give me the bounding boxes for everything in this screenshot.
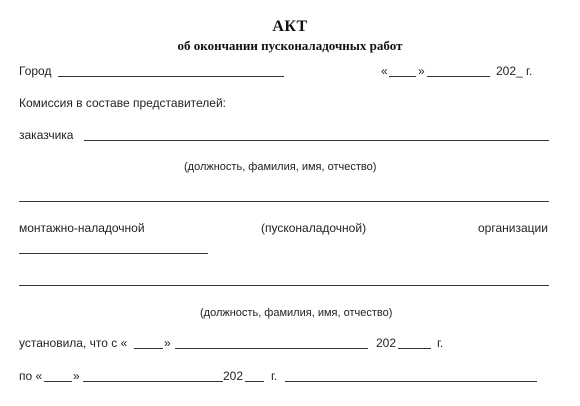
city-blank[interactable] <box>58 76 284 77</box>
established-day-blank[interactable] <box>134 348 163 349</box>
org-word-1: монтажно-наладочной <box>19 221 145 235</box>
until-year-suffix: г. <box>271 369 278 383</box>
org-word-2: (пусконаладочной) <box>261 221 367 235</box>
until-year-blank[interactable] <box>245 381 264 382</box>
established-year-suffix: г. <box>437 336 444 350</box>
position-hint-2: (должность, фамилия, имя, отчество) <box>200 307 393 319</box>
until-quote-close: » <box>73 369 80 383</box>
established-year-prefix: 202 <box>376 336 397 350</box>
document-title: АКТ <box>272 18 308 35</box>
until-text: по « <box>19 369 43 383</box>
date-year-text: 202_ г. <box>496 64 533 78</box>
until-year-prefix: 202 <box>223 369 244 383</box>
until-day-blank[interactable] <box>44 381 72 382</box>
org-blank-2[interactable] <box>19 285 549 286</box>
date-month-blank[interactable] <box>427 76 490 77</box>
date-day-blank[interactable] <box>389 76 416 77</box>
document-subtitle: об окончании пусконаладочных работ <box>177 38 403 53</box>
until-month-blank[interactable] <box>83 381 223 382</box>
org-word-3: организации <box>478 221 548 235</box>
date-quote-close: » <box>418 64 425 78</box>
until-extra-blank[interactable] <box>285 381 537 382</box>
established-quote-close: » <box>164 336 171 350</box>
position-hint: (должность, фамилия, имя, отчество) <box>184 161 377 173</box>
org-blank-1[interactable] <box>19 253 208 254</box>
date-quote-open: « <box>381 64 388 78</box>
commission-label: Комиссия в составе представителей: <box>19 96 226 110</box>
established-month-blank[interactable] <box>175 348 368 349</box>
established-text: установила, что с « <box>19 336 128 350</box>
city-label: Город <box>19 64 52 78</box>
customer-blank[interactable] <box>84 140 549 141</box>
established-year-blank[interactable] <box>398 348 431 349</box>
customer-label: заказчика <box>19 128 74 142</box>
customer-blank-2[interactable] <box>19 201 549 202</box>
